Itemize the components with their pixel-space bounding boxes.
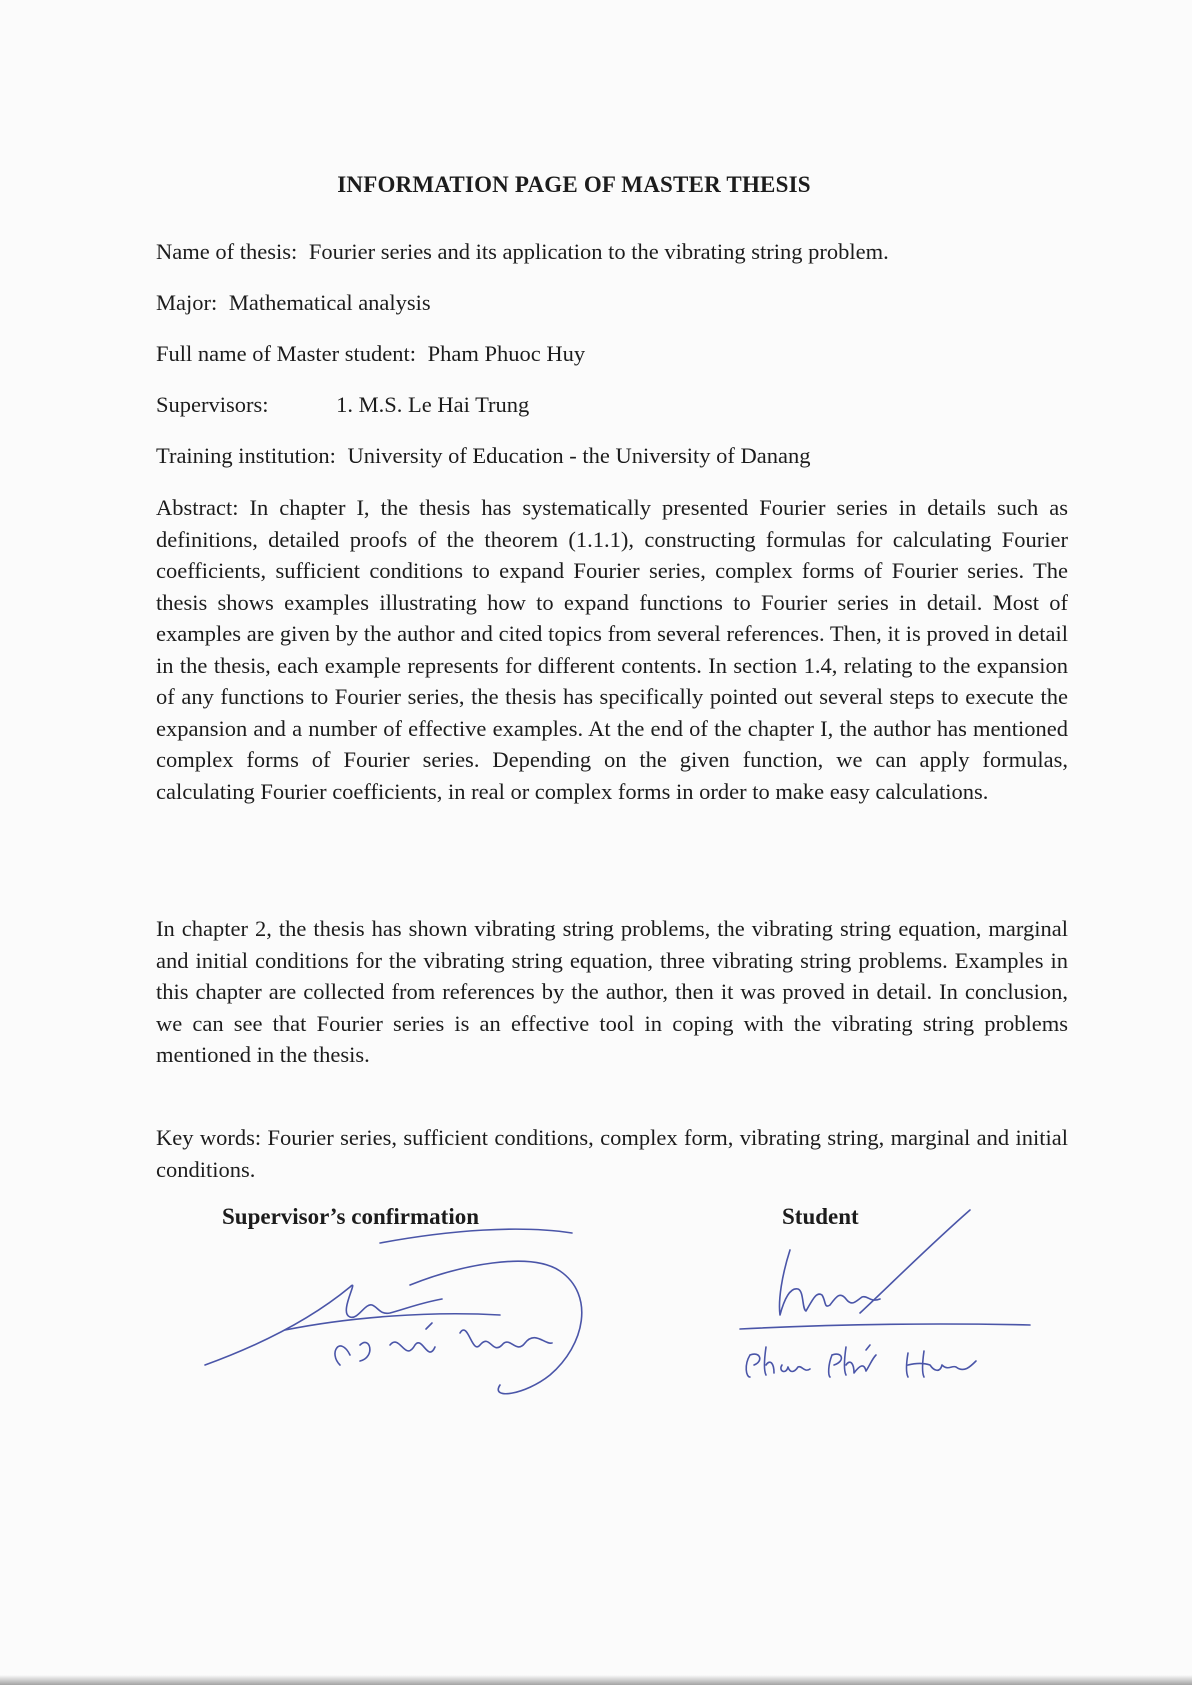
major-row xyxy=(156,288,431,318)
thesis-name-value: Fourier series and its application to the vibrating string problem. xyxy=(308,239,889,264)
student-name-row xyxy=(156,339,585,369)
supervisors-label: Supervisors: xyxy=(156,392,269,417)
thesis-name-row xyxy=(156,237,889,267)
supervisor-confirmation-heading: Supervisor’s confirmation xyxy=(222,1204,480,1229)
page-bottom-edge xyxy=(0,1675,1192,1685)
page-title: INFORMATION PAGE OF MASTER THESIS xyxy=(337,172,811,197)
institution-label: Training institution: xyxy=(156,443,336,468)
supervisor-signature xyxy=(200,1225,630,1405)
major-label: Major: xyxy=(156,290,218,315)
student-name-value: Pham Phuoc Huy xyxy=(427,341,586,366)
institution-value: University of Education - the University of Danang xyxy=(347,443,811,468)
institution-row xyxy=(156,441,810,471)
student-signature xyxy=(720,1205,1050,1385)
student-heading: Student xyxy=(782,1204,859,1229)
student-name-label: Full name of Master student: xyxy=(156,341,416,366)
thesis-name-label: Name of thesis: xyxy=(156,239,298,264)
abstract-paragraph: Abstract: In chapter I, the thesis has systematically presented Fourier series in details such as definitions, detailed proofs of the theorem (1.1.1), constructing formulas for calculating Fourier coefficients, sufficient conditions to expand Fourier series, complex forms of Fourier series. The thesis shows examples illustrating how to expand functions to Fourier series in detail. Most of examples are given by the author and cited topics from several references. Then, it is proved in detail in the thesis, each example represents for different contents. In section 1.4, relating to the expansion of any functions to Fourier series, the thesis has specifically pointed out several steps to execute the expansion and a number of effective examples. At the end of the chapter I, the author has mentioned complex forms of Fourier series. Depending on the given function, we can apply formulas, calculating Fourier coefficients, in real or complex forms in order to make easy calculations. xyxy=(156,495,1068,804)
keywords-paragraph: Key words: Fourier series, sufficient conditions, complex form, vibrating string, marginal and initial conditions. xyxy=(156,1125,1068,1182)
chapter2-paragraph: In chapter 2, the thesis has shown vibrating string problems, the vibrating string equation, marginal and initial conditions for the vibrating string equation, three vibrating string problems. Examples in this chapter are collected from references by the author, then it was proved in detail. In conclusion, we can see that Fourier series is an effective tool in coping with the vibrating string problems mentioned in the thesis. xyxy=(156,916,1068,1067)
major-value: Mathematical analysis xyxy=(228,290,431,315)
supervisors-value: 1. M.S. Le Hai Trung xyxy=(336,392,530,417)
supervisors-row xyxy=(156,390,529,420)
